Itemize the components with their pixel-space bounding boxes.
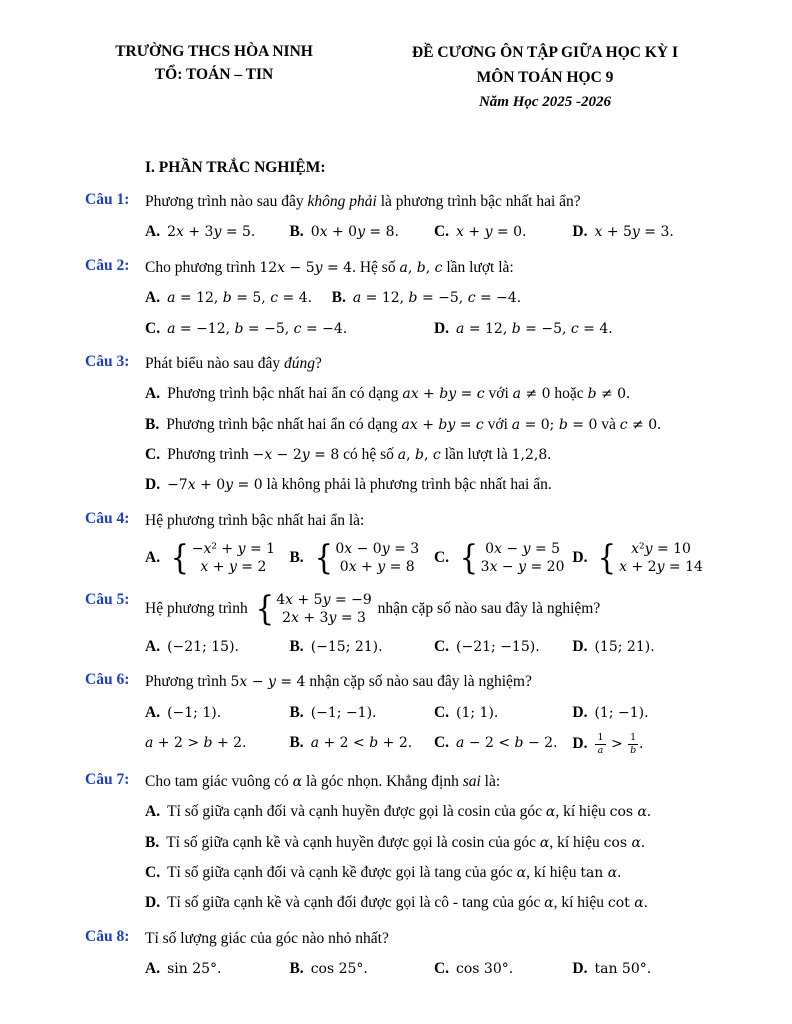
equation-system: { −x² + y = 1 x + y = 2 <box>170 538 276 579</box>
option-C: C. a − 2 < b − 2. <box>433 734 558 751</box>
question-label: Câu 4: <box>85 509 130 527</box>
option-C <box>433 538 572 579</box>
option-letter: C. <box>145 863 161 881</box>
options-row <box>145 801 747 822</box>
left-brace-icon: { <box>459 538 479 579</box>
option-D: D. a = 12, b = −5, c = 4. <box>433 319 613 337</box>
option-D: D. x + 5y = 3. <box>572 223 674 241</box>
equation-system: { 0x − 0y = 3 0x + y = 8 <box>314 538 420 579</box>
school-year: Năm Học 2025 -2026 <box>478 94 612 110</box>
equation-system: { 4x + 5y = −9 2x + 3y = 3 <box>255 588 372 629</box>
option-letter: B. <box>145 833 160 851</box>
option-letter: A. <box>145 385 161 403</box>
option-letter: B. <box>145 415 160 433</box>
option-letter: D. <box>572 223 588 241</box>
options-row <box>145 444 747 465</box>
option-letter: D. <box>572 960 588 977</box>
option-letter: B. <box>289 703 304 721</box>
options-row <box>145 383 747 404</box>
options-row <box>145 862 747 883</box>
option-letter: B. <box>331 289 346 307</box>
option-A: A. (−21; 15). <box>145 637 239 655</box>
option-A: A. 2x + 3y = 5. <box>145 223 256 241</box>
option-letter: C. <box>433 223 450 241</box>
exam-title-block <box>353 40 737 115</box>
options-row <box>145 538 747 579</box>
option-letter: B. <box>289 548 304 566</box>
options-row <box>145 892 747 913</box>
option-C: C. Tỉ số giữa cạnh đối và cạnh kề được gọi là tang của góc α, kí hiệu tan α. <box>145 863 622 881</box>
option-letter: D. <box>572 548 588 566</box>
option-A: A. (−1; 1). <box>145 703 222 721</box>
question-prompt: Cho phương trình 12x − 5y = 4. Hệ số a, b, c lần lượt là: <box>145 258 514 276</box>
fraction: $\frac{1}{a}$ <box>597 732 604 756</box>
option-letter: B. <box>289 223 304 241</box>
option-C: C. a = −12, b = −5, c = −4. <box>145 319 348 337</box>
option-D <box>572 538 747 579</box>
option-letter: C. <box>433 734 450 751</box>
option-letter: A. <box>145 223 161 241</box>
option-A <box>145 538 289 579</box>
school-block <box>75 40 353 115</box>
school-name: TRƯỜNG THCS HÒA NINH <box>115 43 313 60</box>
question-prompt: Hệ phương trình bậc nhất hai ẩn là: <box>145 511 365 529</box>
option-B: B. Phương trình bậc nhất hai ẩn có dạng ax + by = c với a = 0; b = 0 và c ≠ 0. <box>145 415 662 433</box>
question-8 <box>0 928 792 980</box>
options-row <box>145 832 747 853</box>
question-label: Câu 6: <box>85 671 130 689</box>
option-D: D. (1; −1). <box>572 703 649 721</box>
option-B: B. 0x + 0y = 8. <box>289 223 399 241</box>
fraction: $\frac{1}{b}$ <box>630 732 637 756</box>
option-C: C. cos 30°. <box>433 960 514 977</box>
option-letter: A. <box>145 960 161 977</box>
option-A: A. Tỉ số giữa cạnh đối và cạnh huyền được gọi là cosin của góc α, kí hiệu cos α. <box>145 803 651 821</box>
option-A: A. a = 12, b = 5, c = 4. <box>145 289 313 307</box>
left-brace-icon: { <box>314 538 333 579</box>
options-row <box>145 287 747 308</box>
exam-title: ĐỀ CƯƠNG ÔN TẬP GIỮA HỌC KỲ I <box>412 44 678 61</box>
option-C: C. (−21; −15). <box>433 637 540 655</box>
option-letter: B. <box>289 637 304 655</box>
question-6 <box>0 671 792 757</box>
option-letter: C. <box>433 548 450 566</box>
option-C: C. x + y = 0. <box>433 223 527 241</box>
question-7 <box>0 771 792 914</box>
options-row <box>145 732 747 757</box>
option-A: A. sin 25°. <box>145 960 222 977</box>
option-letter: B. <box>289 960 304 977</box>
option-letter: D. <box>572 637 588 655</box>
options-row <box>145 221 747 242</box>
option-C: C. Phương trình −x − 2y = 8 có hệ số a, b, c lần lượt là 1,2,8. <box>145 446 552 463</box>
question-prompt: Hệ phương trình { 4x + 5y = −9 2x + 3y = 3 nhận cặp số nào sau đây là nghiệm? <box>145 588 601 629</box>
equation-system: { 0x − y = 5 3x − y = 20 <box>459 538 565 579</box>
options-row <box>145 414 747 435</box>
question-4 <box>0 510 792 577</box>
question-1 <box>0 191 792 243</box>
option-letter: C. <box>433 960 450 977</box>
questions <box>0 191 792 979</box>
option-letter: D. <box>145 894 161 912</box>
options-row <box>145 636 747 657</box>
question-prompt: Tỉ số lượng giác của góc nào nhỏ nhất? <box>145 929 389 947</box>
option-letter: D. <box>572 734 588 752</box>
option-letter: C. <box>145 319 161 337</box>
question-prompt: Phương trình nào sau đây không phải là phương trình bậc nhất hai ẩn? <box>145 193 581 210</box>
option-B: B. (−15; 21). <box>289 637 383 655</box>
options-row <box>145 474 747 495</box>
options-row <box>145 318 747 339</box>
option-B: B. Tỉ số giữa cạnh kề và cạnh huyền được gọi là cosin của góc α, kí hiệu cos α. <box>145 833 645 851</box>
department-name: TỔ: TOÁN – TIN <box>154 66 274 83</box>
option-D: D. (15; 21). <box>572 637 655 655</box>
option-B: B. cos 25°. <box>289 960 368 977</box>
option-letter: A. <box>145 803 161 821</box>
option-C: C. (1; 1). <box>433 703 499 721</box>
option-B: B. (−1; −1). <box>289 703 377 721</box>
options-row <box>145 958 747 979</box>
option-D: D. tan 50°. <box>572 960 652 977</box>
left-brace-icon: { <box>255 588 274 629</box>
option-letter: D. <box>572 703 588 721</box>
option-D: D. −7x + 0y = 0 là không phải là phương trình bậc nhất hai ẩn. <box>145 476 552 494</box>
option-letter: D. <box>145 476 161 494</box>
question-prompt: Cho tam giác vuông có α là góc nhọn. Khẳng định sai là: <box>145 772 501 790</box>
option-letter: B. <box>289 734 304 751</box>
option-unlabeled-1: a + 2 > b + 2. <box>145 735 247 751</box>
option-A: A. Phương trình bậc nhất hai ẩn có dạng ax + by = c với a ≠ 0 hoặc b ≠ 0. <box>145 385 630 403</box>
document-header <box>0 0 792 115</box>
question-label: Câu 1: <box>85 191 130 208</box>
option-B: B. a = 12, b = −5, c = −4. <box>331 289 522 307</box>
equation-system: { x²y = 10 x + 2y = 14 <box>598 538 703 579</box>
question-2 <box>0 257 792 339</box>
option-letter: A. <box>145 548 161 566</box>
option-D: D. Tỉ số giữa cạnh kề và cạnh đối được gọi là cô - tang của góc α, kí hiệu cot α. <box>145 894 648 912</box>
option-letter: A. <box>145 289 161 307</box>
option-letter: C. <box>433 637 450 655</box>
left-brace-icon: { <box>598 538 617 579</box>
option-B: B. a + 2 < b + 2. <box>289 734 413 751</box>
question-label: Câu 7: <box>85 770 130 788</box>
option-D: D. $\frac{1}{a}$ > $\frac{1}{b}$ . <box>572 732 644 756</box>
question-label: Câu 3: <box>85 352 130 370</box>
section-heading: I. PHẦN TRẮC NGHIỆM: <box>145 159 326 176</box>
question-label: Câu 2: <box>85 256 130 274</box>
option-letter: C. <box>145 446 161 463</box>
question-label: Câu 8: <box>85 927 130 945</box>
option-B <box>289 538 433 579</box>
question-label: Câu 5: <box>85 590 130 608</box>
left-brace-icon: { <box>170 538 190 579</box>
option-letter: A. <box>145 703 161 721</box>
exam-subject: MÔN TOÁN HỌC 9 <box>476 69 614 86</box>
question-5 <box>0 588 792 658</box>
options-row <box>145 702 747 723</box>
question-prompt: Phương trình 5x − y = 4 nhận cặp số nào sau đây là nghiệm? <box>145 673 532 691</box>
option-letter: C. <box>433 703 450 721</box>
question-3 <box>0 353 792 496</box>
question-prompt: Phát biểu nào sau đây đúng? <box>145 354 322 372</box>
option-letter: A. <box>145 637 161 655</box>
option-letter: D. <box>433 319 450 337</box>
